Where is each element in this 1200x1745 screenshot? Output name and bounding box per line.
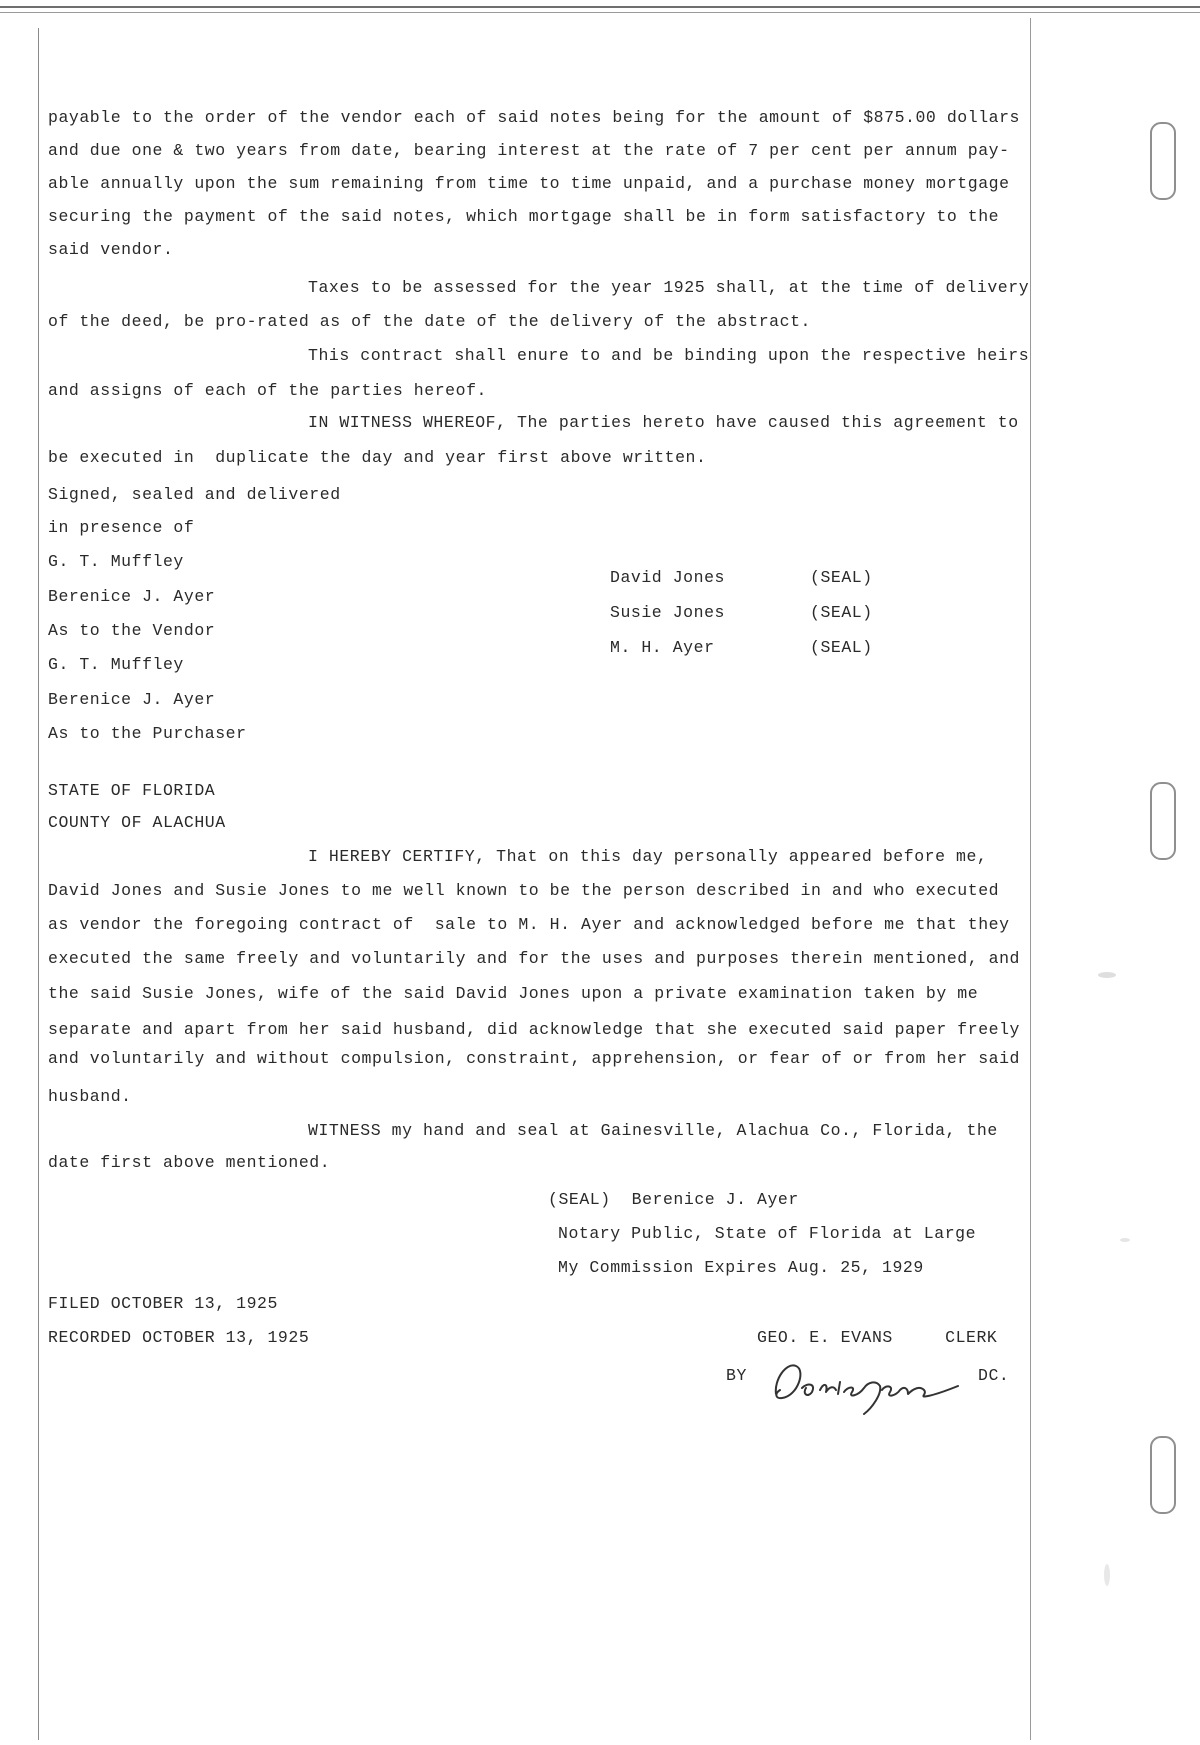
witness-line: As to the Purchaser xyxy=(48,724,247,743)
certificate-line: separate and apart from her said husband, did acknowledge that she executed said paper freely xyxy=(48,1020,1020,1039)
left-margin-line xyxy=(38,28,39,1740)
top-rule xyxy=(0,6,1200,8)
signatory-name: David Jones xyxy=(610,568,725,587)
venue-state: STATE OF FLORIDA xyxy=(48,781,216,800)
notary-title: Notary Public, State of Florida at Large xyxy=(558,1224,977,1243)
clerk-signature-icon xyxy=(768,1352,968,1422)
witness-line: Berenice J. Ayer xyxy=(48,587,216,606)
body-line: of the deed, be pro-rated as of the date of the delivery of the abstract. xyxy=(48,312,811,331)
recorded-date: RECORDED OCTOBER 13, 1925 xyxy=(48,1328,310,1347)
body-line: said vendor. xyxy=(48,240,174,259)
certificate-line: David Jones and Susie Jones to me well known to be the person described in and who executed xyxy=(48,881,1000,900)
certificate-line: husband. xyxy=(48,1087,132,1106)
paper-speck xyxy=(1120,1238,1130,1242)
punch-hole-icon xyxy=(1150,122,1176,200)
witness-line: As to the Vendor xyxy=(48,621,216,640)
seal-label: (SEAL) xyxy=(810,568,873,587)
filed-date: FILED OCTOBER 13, 1925 xyxy=(48,1294,278,1313)
notary-name: (SEAL) Berenice J. Ayer xyxy=(548,1190,799,1209)
clerk-name: GEO. E. EVANS CLERK xyxy=(757,1328,998,1347)
certificate-line: executed the same freely and voluntarily and for the uses and purposes therein mentioned, and xyxy=(48,949,1020,968)
body-line: Taxes to be assessed for the year 1925 shall, at the time of delivery xyxy=(308,278,1030,297)
body-line: be executed in duplicate the day and year first above written. xyxy=(48,448,707,467)
clerk-by-label: BY xyxy=(726,1366,747,1385)
top-rule-thin xyxy=(0,12,1200,13)
certificate-line: date first above mentioned. xyxy=(48,1153,331,1172)
witness-line: G. T. Muffley xyxy=(48,552,184,571)
notary-commission: My Commission Expires Aug. 25, 1929 xyxy=(558,1258,924,1277)
body-line: This contract shall enure to and be binding upon the respective heirs xyxy=(308,346,1030,365)
witness-line: Berenice J. Ayer xyxy=(48,690,216,709)
body-line: able annually upon the sum remaining from time to time unpaid, and a purchase money mortgage xyxy=(48,174,1010,193)
certificate-line: and voluntarily and without compulsion, constraint, apprehension, or fear of or from her said xyxy=(48,1049,1020,1068)
clerk-dc-label: DC. xyxy=(978,1366,1010,1385)
witness-line: G. T. Muffley xyxy=(48,655,184,674)
certificate-line: I HEREBY CERTIFY, That on this day personally appeared before me, xyxy=(308,847,988,866)
punch-hole-icon xyxy=(1150,782,1176,860)
venue-county: COUNTY OF ALACHUA xyxy=(48,813,226,832)
seal-label: (SEAL) xyxy=(810,603,873,622)
certificate-line: as vendor the foregoing contract of sale to M. H. Ayer and acknowledged before me that they xyxy=(48,915,1010,934)
body-line: payable to the order of the vendor each of said notes being for the amount of $875.00 dollars xyxy=(48,108,1020,127)
body-line: and due one & two years from date, bearing interest at the rate of 7 per cent per annum pay- xyxy=(48,141,1010,160)
certificate-line: WITNESS my hand and seal at Gainesville, Alachua Co., Florida, the xyxy=(308,1121,998,1140)
paper-speck xyxy=(1098,972,1116,978)
punch-hole-icon xyxy=(1150,1436,1176,1514)
signatory-name: M. H. Ayer xyxy=(610,638,715,657)
body-line: securing the payment of the said notes, which mortgage shall be in form satisfactory to the xyxy=(48,207,1000,226)
body-line: and assigns of each of the parties hereof. xyxy=(48,381,487,400)
paper-speck xyxy=(1104,1564,1110,1586)
right-margin-line xyxy=(1030,18,1031,1740)
witness-line: Signed, sealed and delivered xyxy=(48,485,341,504)
signatory-name: Susie Jones xyxy=(610,603,725,622)
seal-label: (SEAL) xyxy=(810,638,873,657)
witness-line: in presence of xyxy=(48,518,195,537)
body-line: IN WITNESS WHEREOF, The parties hereto have caused this agreement to xyxy=(308,413,1019,432)
certificate-line: the said Susie Jones, wife of the said David Jones upon a private examination taken by me xyxy=(48,984,979,1003)
